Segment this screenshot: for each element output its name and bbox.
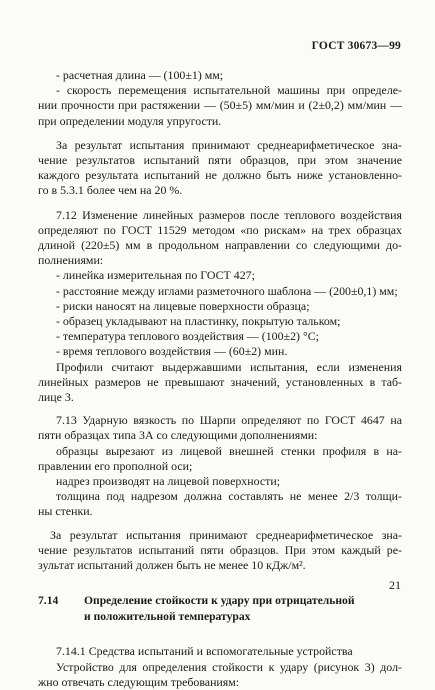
section-title	[84, 593, 402, 624]
list-item: - расстояние между иглами разметочного шаблона — (200±0,1) мм;	[56, 283, 398, 298]
list-item: - время теплового воздействия — (60±2) мин.	[56, 344, 288, 359]
text-line: зультат испытаний должен быть не менее 10 кДж/м².	[38, 558, 306, 573]
text-line: жно отвечать следующим требованиям:	[38, 674, 240, 689]
list-item: - линейка измерительная по ГОСТ 427;	[56, 268, 255, 283]
section-number: 7.14	[38, 594, 59, 608]
document-id-header: ГОСТ 30673—99	[311, 40, 401, 52]
paragraph-line: За результат испытания принимают среднеарифметическое зна-	[50, 527, 402, 542]
list-item: - расчетная длина — (100±1) мм;	[56, 68, 224, 82]
list-item: надрез производят на лицевой поверхности;	[56, 474, 281, 489]
text-line: пяти образцах типа 3А со следующими дополнениями:	[38, 428, 318, 443]
list-item: - риски наносят на лицевые поверхности образца;	[56, 298, 310, 313]
page-body	[38, 68, 402, 690]
text-line: ны стенки.	[38, 504, 93, 519]
text-line: определяют по ГОСТ 11529 методом «по рискам» на трех образцах	[38, 222, 402, 237]
text-line: лице 3.	[38, 390, 74, 405]
text-line: линейных размеров не превышают значений, установленных в таб-	[38, 374, 402, 389]
clause-7-12-line: 7.12 Изменение линейных размеров после теплового воздействия	[56, 207, 402, 222]
text-line: длиной (220±5) мм в продольном направлении со следующими до-	[38, 238, 402, 253]
page-number: 21	[389, 578, 401, 592]
paragraph-line: За результат испытания принимают среднеарифметическое зна-	[56, 137, 402, 152]
text-line: полнениями:	[38, 253, 104, 268]
text-line: нии прочности при растяжении — (50±5) мм/мин и (2±0,2) мм/мин —	[38, 98, 402, 113]
text-line: го в 5.3.1 более чем на 20 %.	[38, 183, 183, 198]
list-item: - образец укладывают на пластинку, покрытую тальком;	[56, 314, 341, 329]
section-title-line: Определение стойкости к удару при отрицательной	[84, 594, 355, 608]
subclause-7-14-1-line: 7.14.1 Средства испытаний и вспомогательные устройства	[56, 644, 353, 659]
clause-7-13-line: 7.13 Ударную вязкость по Шарпи определяют по ГОСТ 4647 на	[56, 413, 402, 428]
text-line: правлении его прополной оси;	[38, 458, 193, 473]
list-item: - температура теплового воздействия — (100±2) °С;	[56, 329, 319, 344]
text-line: чение результатов испытаний пяти образцов. При этом каждый ре-	[38, 542, 402, 557]
text-line: при определении модуля упругости.	[38, 113, 222, 128]
paragraph-line: Устройство для определения стойкости к удару (рисунок 3) дол-	[56, 659, 402, 674]
section-heading	[38, 593, 402, 624]
text-line: чение результатов испытаний пяти образцов, при этом значение	[38, 153, 402, 168]
section-title-line: и положительной температурах	[84, 609, 251, 623]
paragraph-line: Профили считают выдержавшими испытания, если изменения	[56, 359, 402, 374]
list-item: образцы вырезают из лицевой внешней стенки профиля в на-	[56, 443, 402, 458]
list-item: толщина под надрезом должна составлять не менее 2/3 толщи-	[56, 489, 402, 504]
text-line: каждого результата испытаний не должно быть ниже установленно-	[38, 168, 402, 183]
list-item: - скорость перемещения испытательной машины при определе-	[56, 83, 402, 98]
